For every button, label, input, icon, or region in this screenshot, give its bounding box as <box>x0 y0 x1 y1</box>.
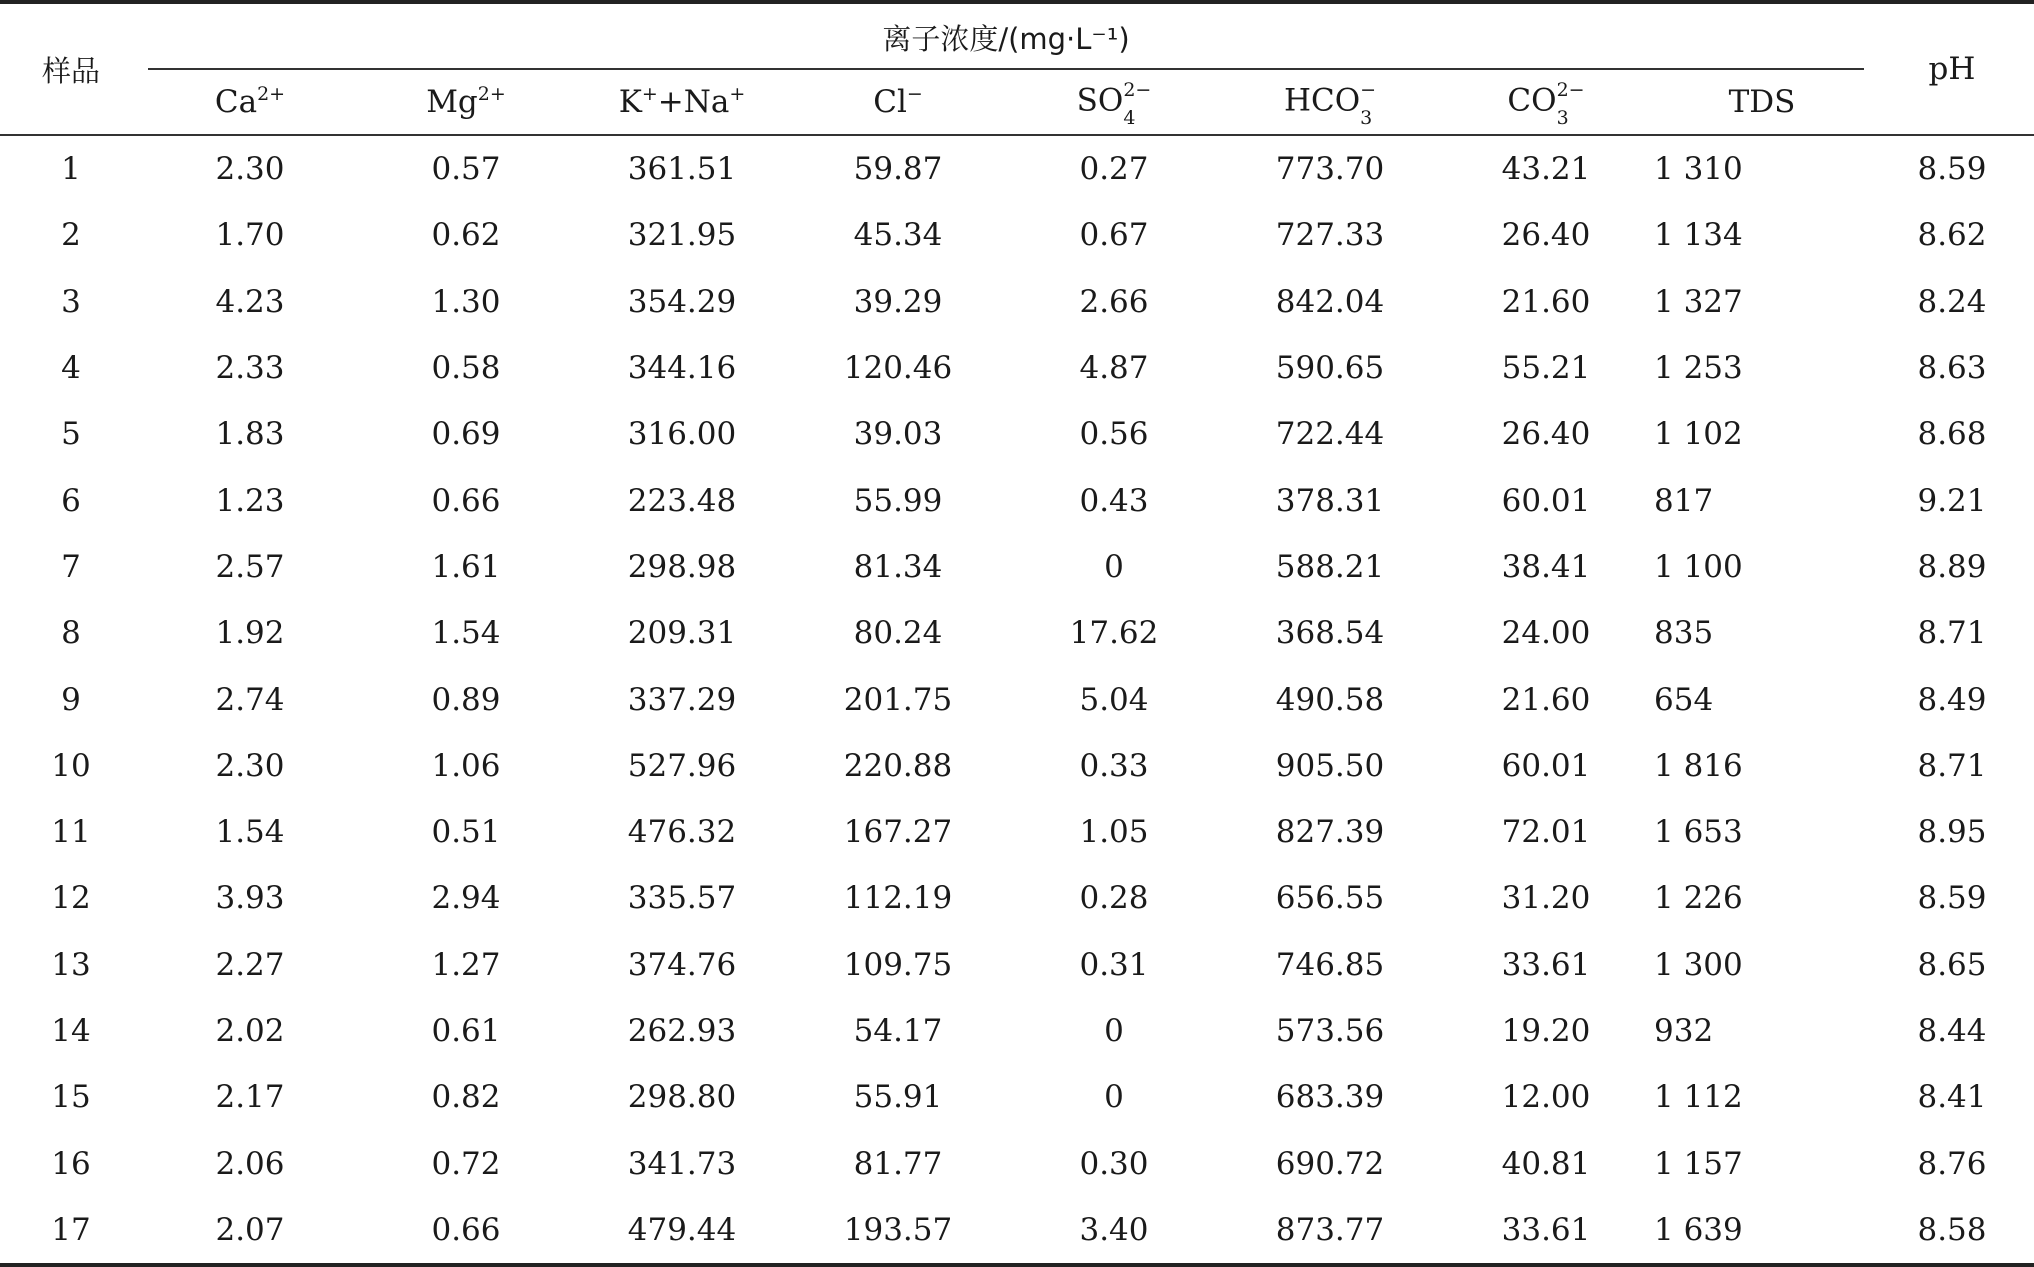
sample-id-cell: 2 <box>61 217 81 254</box>
ion-value-cell: 193.57 <box>843 1211 953 1248</box>
ion-value-cell: 0.61 <box>431 1013 501 1049</box>
ion-value-cell: 0.66 <box>431 482 501 519</box>
column-header-so: SO 2− 4 <box>1076 79 1152 129</box>
ion-value-cell: 220.88 <box>843 747 953 784</box>
sample-header: 样品 <box>41 53 100 88</box>
ion-value-cell: 344.16 <box>627 350 737 387</box>
column-header-hco: HCO − 3 <box>1283 79 1377 129</box>
ion-value-cell: 4.87 <box>1079 350 1149 387</box>
ion-value-cell: 55.99 <box>853 482 943 519</box>
ph-cell: 8.62 <box>1917 217 1987 254</box>
ion-value-cell: 354.29 <box>627 283 737 320</box>
ion-value-cell: 1.54 <box>215 814 285 851</box>
ion-value-cell: 0.33 <box>1079 747 1149 784</box>
ion-value-cell: 40.81 <box>1501 1145 1591 1182</box>
table-row <box>0 401 2034 467</box>
ion-value-cell: 0.58 <box>431 350 501 387</box>
ion-value-cell: 590.65 <box>1275 350 1385 387</box>
ion-value-cell: 26.40 <box>1501 416 1591 453</box>
ion-value-cell: 527.96 <box>627 747 737 784</box>
ion-value-cell: 112.19 <box>843 880 953 917</box>
ph-cell: 8.59 <box>1917 151 1987 188</box>
table-row <box>0 1197 2034 1263</box>
ion-value-cell: 21.60 <box>1501 681 1591 718</box>
ion-value-cell: 2.30 <box>215 747 285 784</box>
table-row <box>0 998 2034 1064</box>
ion-value-cell: 39.03 <box>853 416 943 453</box>
ion-value-cell: 588.21 <box>1275 548 1385 585</box>
ion-value-cell: 0.56 <box>1079 416 1149 453</box>
ion-value-cell: 3.40 <box>1079 1211 1149 1248</box>
ion-value-cell: 55.21 <box>1501 350 1591 387</box>
ion-value-cell: 1.92 <box>215 615 285 652</box>
ion-value-cell: 842.04 <box>1275 283 1385 320</box>
group-header-rule <box>148 68 1864 70</box>
table-row <box>0 202 2034 268</box>
ion-value-cell: 1.61 <box>431 548 501 585</box>
sample-id-cell: 9 <box>61 681 81 718</box>
ion-value-cell: 2.30 <box>215 151 285 188</box>
column-header-ca: Ca 2+ <box>214 82 286 120</box>
ion-value-cell: 120.46 <box>843 350 953 387</box>
ion-value-cell: 1.23 <box>215 482 285 519</box>
ph-cell: 8.49 <box>1917 681 1987 718</box>
sample-id-cell: 3 <box>61 283 81 320</box>
ion-value-cell: 0.30 <box>1079 1145 1149 1182</box>
ph-cell: 8.58 <box>1917 1211 1987 1248</box>
sample-id-cell: 7 <box>61 548 81 585</box>
ion-value-cell: 81.77 <box>853 1145 943 1182</box>
sample-id-cell: 11 <box>51 814 91 851</box>
ion-value-cell: 0.82 <box>431 1079 501 1116</box>
ion-value-cell: 262.93 <box>627 1013 737 1049</box>
column-header-k: K + +Na+ <box>618 82 746 120</box>
ph-cell: 9.21 <box>1917 482 1987 519</box>
ion-value-cell: 0.72 <box>431 1145 501 1182</box>
ion-value-cell: 298.98 <box>627 548 737 585</box>
ion-value-cell: 2.74 <box>215 681 285 718</box>
ph-cell: 8.44 <box>1917 1013 1987 1049</box>
tds-cell: 1 300 <box>1654 946 1743 983</box>
ion-value-cell: 0.28 <box>1079 880 1149 917</box>
ion-value-cell: 0 <box>1104 1079 1124 1116</box>
ion-value-cell: 167.27 <box>843 814 953 851</box>
ion-value-cell: 209.31 <box>627 615 737 652</box>
ion-value-cell: 2.07 <box>215 1211 285 1248</box>
ion-value-cell: 38.41 <box>1501 548 1591 585</box>
tds-cell: 1 310 <box>1654 151 1743 188</box>
ion-value-cell: 316.00 <box>627 416 737 453</box>
ion-value-cell: 0.62 <box>431 217 501 254</box>
table-row <box>0 799 2034 865</box>
ion-value-cell: 60.01 <box>1501 747 1591 784</box>
tds-cell: 1 112 <box>1654 1079 1743 1116</box>
column-header-cl: Cl − <box>873 82 923 120</box>
ion-value-cell: 722.44 <box>1275 416 1385 453</box>
ion-value-cell: 21.60 <box>1501 283 1591 320</box>
ion-value-cell: 1.54 <box>431 615 501 652</box>
sample-id-cell: 6 <box>61 482 81 519</box>
ion-value-cell: 24.00 <box>1501 615 1591 652</box>
ion-value-cell: 19.20 <box>1501 1013 1591 1049</box>
ion-value-cell: 31.20 <box>1501 880 1591 917</box>
ion-value-cell: 0.89 <box>431 681 501 718</box>
ion-value-cell: 873.77 <box>1275 1211 1385 1248</box>
ion-value-cell: 490.58 <box>1275 681 1385 718</box>
sample-id-cell: 4 <box>61 350 81 387</box>
ion-value-cell: 43.21 <box>1501 151 1591 188</box>
ph-cell: 8.71 <box>1917 747 1987 784</box>
ion-value-cell: 746.85 <box>1275 946 1385 983</box>
ion-value-cell: 3.93 <box>215 880 285 917</box>
ion-value-cell: 2.02 <box>215 1013 285 1049</box>
tds-cell: 1 653 <box>1654 814 1743 851</box>
ion-value-cell: 476.32 <box>627 814 737 851</box>
tds-cell: 1 639 <box>1654 1211 1743 1248</box>
ion-value-cell: 0.67 <box>1079 217 1149 254</box>
ion-value-cell: 335.57 <box>627 880 737 917</box>
ph-header: pH <box>1928 51 1976 87</box>
ph-cell: 8.65 <box>1917 946 1987 983</box>
ion-value-cell: 1.05 <box>1079 814 1149 851</box>
ion-value-cell: 33.61 <box>1501 946 1591 983</box>
table-row <box>0 135 2034 202</box>
ion-value-cell: 80.24 <box>853 615 943 652</box>
ion-value-cell: 59.87 <box>853 151 943 188</box>
ion-value-cell: 656.55 <box>1275 880 1385 917</box>
ion-value-cell: 4.23 <box>215 283 285 320</box>
ion-value-cell: 0.66 <box>431 1211 501 1248</box>
sample-id-cell: 14 <box>51 1013 91 1049</box>
tds-cell: 1 157 <box>1654 1145 1743 1182</box>
sample-id-cell: 15 <box>51 1079 91 1116</box>
table-row <box>0 666 2034 732</box>
column-header-co: CO 2− 3 <box>1507 79 1585 129</box>
sample-id-cell: 8 <box>61 615 81 652</box>
table-row <box>0 932 2034 998</box>
ion-value-cell: 2.66 <box>1079 283 1149 320</box>
table-row <box>0 1130 2034 1196</box>
ion-value-cell: 378.31 <box>1275 482 1385 519</box>
column-header-tds: TDS <box>1728 84 1796 120</box>
table-row <box>0 1064 2034 1130</box>
ion-value-cell: 683.39 <box>1275 1079 1385 1116</box>
tds-cell: 1 102 <box>1654 416 1743 453</box>
ion-value-cell: 2.27 <box>215 946 285 983</box>
ion-value-cell: 2.33 <box>215 350 285 387</box>
sample-id-cell: 1 <box>61 151 81 188</box>
ion-column-headers <box>0 70 2034 134</box>
ion-value-cell: 1.27 <box>431 946 501 983</box>
ion-value-cell: 361.51 <box>627 151 737 188</box>
ion-value-cell: 54.17 <box>853 1013 943 1049</box>
ion-concentration-label: 离子浓度/(mg·L⁻¹) <box>882 21 1130 56</box>
sample-id-cell: 12 <box>51 880 91 917</box>
sample-id-cell: 17 <box>51 1211 91 1248</box>
ph-cell: 8.95 <box>1917 814 1987 851</box>
ion-value-cell: 374.76 <box>627 946 737 983</box>
ion-value-cell: 5.04 <box>1079 681 1149 718</box>
ion-value-cell: 1.30 <box>431 283 501 320</box>
table-row <box>0 534 2034 600</box>
ion-value-cell: 341.73 <box>627 1145 737 1182</box>
ph-cell: 8.41 <box>1917 1079 1987 1116</box>
ion-value-cell: 39.29 <box>853 283 943 320</box>
ion-value-cell: 26.40 <box>1501 217 1591 254</box>
ph-cell: 8.59 <box>1917 880 1987 917</box>
ion-value-cell: 0.27 <box>1079 151 1149 188</box>
ion-value-cell: 773.70 <box>1275 151 1385 188</box>
ion-value-cell: 223.48 <box>627 482 737 519</box>
ion-value-cell: 0.57 <box>431 151 501 188</box>
table-header <box>0 4 2034 135</box>
ion-value-cell: 109.75 <box>843 946 953 983</box>
ion-value-cell: 1.83 <box>215 416 285 453</box>
ion-value-cell: 0 <box>1104 1013 1124 1049</box>
tds-cell: 1 816 <box>1654 747 1743 784</box>
ion-value-cell: 0.43 <box>1079 482 1149 519</box>
sample-id-cell: 5 <box>61 416 81 453</box>
tds-cell: 932 <box>1654 1013 1714 1049</box>
sample-id-cell: 10 <box>51 747 91 784</box>
ion-value-cell: 81.34 <box>853 548 943 585</box>
ion-value-cell: 2.06 <box>215 1145 285 1182</box>
ph-cell: 8.68 <box>1917 416 1987 453</box>
ion-value-cell: 690.72 <box>1275 1145 1385 1182</box>
table-bottom-rule <box>0 1263 2034 1267</box>
ion-value-cell: 33.61 <box>1501 1211 1591 1248</box>
ion-value-cell: 2.17 <box>215 1079 285 1116</box>
ion-value-cell: 573.56 <box>1275 1013 1385 1049</box>
ion-value-cell: 0 <box>1104 548 1124 585</box>
sample-id-cell: 16 <box>51 1145 91 1182</box>
ph-cell: 8.71 <box>1917 615 1987 652</box>
ion-value-cell: 479.44 <box>627 1211 737 1248</box>
tds-cell: 817 <box>1654 482 1714 519</box>
ion-value-cell: 827.39 <box>1275 814 1385 851</box>
ion-value-cell: 727.33 <box>1275 217 1385 254</box>
ion-value-cell: 0.69 <box>431 416 501 453</box>
tds-cell: 654 <box>1654 681 1714 718</box>
tds-cell: 1 134 <box>1654 217 1743 254</box>
tds-cell: 1 327 <box>1654 283 1743 320</box>
ion-value-cell: 17.62 <box>1069 615 1159 652</box>
column-header-mg: Mg 2+ <box>426 82 506 120</box>
ph-cell: 8.24 <box>1917 283 1987 320</box>
tds-cell: 1 253 <box>1654 350 1743 387</box>
table-row <box>0 335 2034 401</box>
tds-cell: 835 <box>1654 615 1714 652</box>
ion-value-cell: 298.80 <box>627 1079 737 1116</box>
ion-value-cell: 201.75 <box>843 681 953 718</box>
ph-cell: 8.76 <box>1917 1145 1987 1182</box>
ion-value-cell: 60.01 <box>1501 482 1591 519</box>
ion-value-cell: 72.01 <box>1501 814 1591 851</box>
ion-concentration-header <box>142 4 1870 70</box>
table-body <box>0 135 2034 1263</box>
table-row <box>0 733 2034 799</box>
ion-value-cell: 12.00 <box>1501 1079 1591 1116</box>
ion-value-cell: 1.70 <box>215 217 285 254</box>
ph-cell: 8.89 <box>1917 548 1987 585</box>
ion-value-cell: 321.95 <box>627 217 737 254</box>
table-row <box>0 600 2034 666</box>
table-row <box>0 865 2034 931</box>
tds-cell: 1 100 <box>1654 548 1743 585</box>
ion-value-cell: 0.51 <box>431 814 501 851</box>
tds-cell: 1 226 <box>1654 880 1743 917</box>
table-row <box>0 269 2034 335</box>
ion-concentration-table <box>0 4 2034 1263</box>
ph-cell: 8.63 <box>1917 350 1987 387</box>
ion-value-cell: 2.94 <box>431 880 501 917</box>
ion-value-cell: 55.91 <box>853 1079 943 1116</box>
ion-value-cell: 2.57 <box>215 548 285 585</box>
ion-value-cell: 368.54 <box>1275 615 1385 652</box>
ion-value-cell: 1.06 <box>431 747 501 784</box>
ion-value-cell: 337.29 <box>627 681 737 718</box>
ion-value-cell: 45.34 <box>853 217 943 254</box>
ion-value-cell: 905.50 <box>1275 747 1385 784</box>
ion-value-cell: 0.31 <box>1079 946 1149 983</box>
sample-id-cell: 13 <box>51 946 91 983</box>
table-row <box>0 467 2034 533</box>
